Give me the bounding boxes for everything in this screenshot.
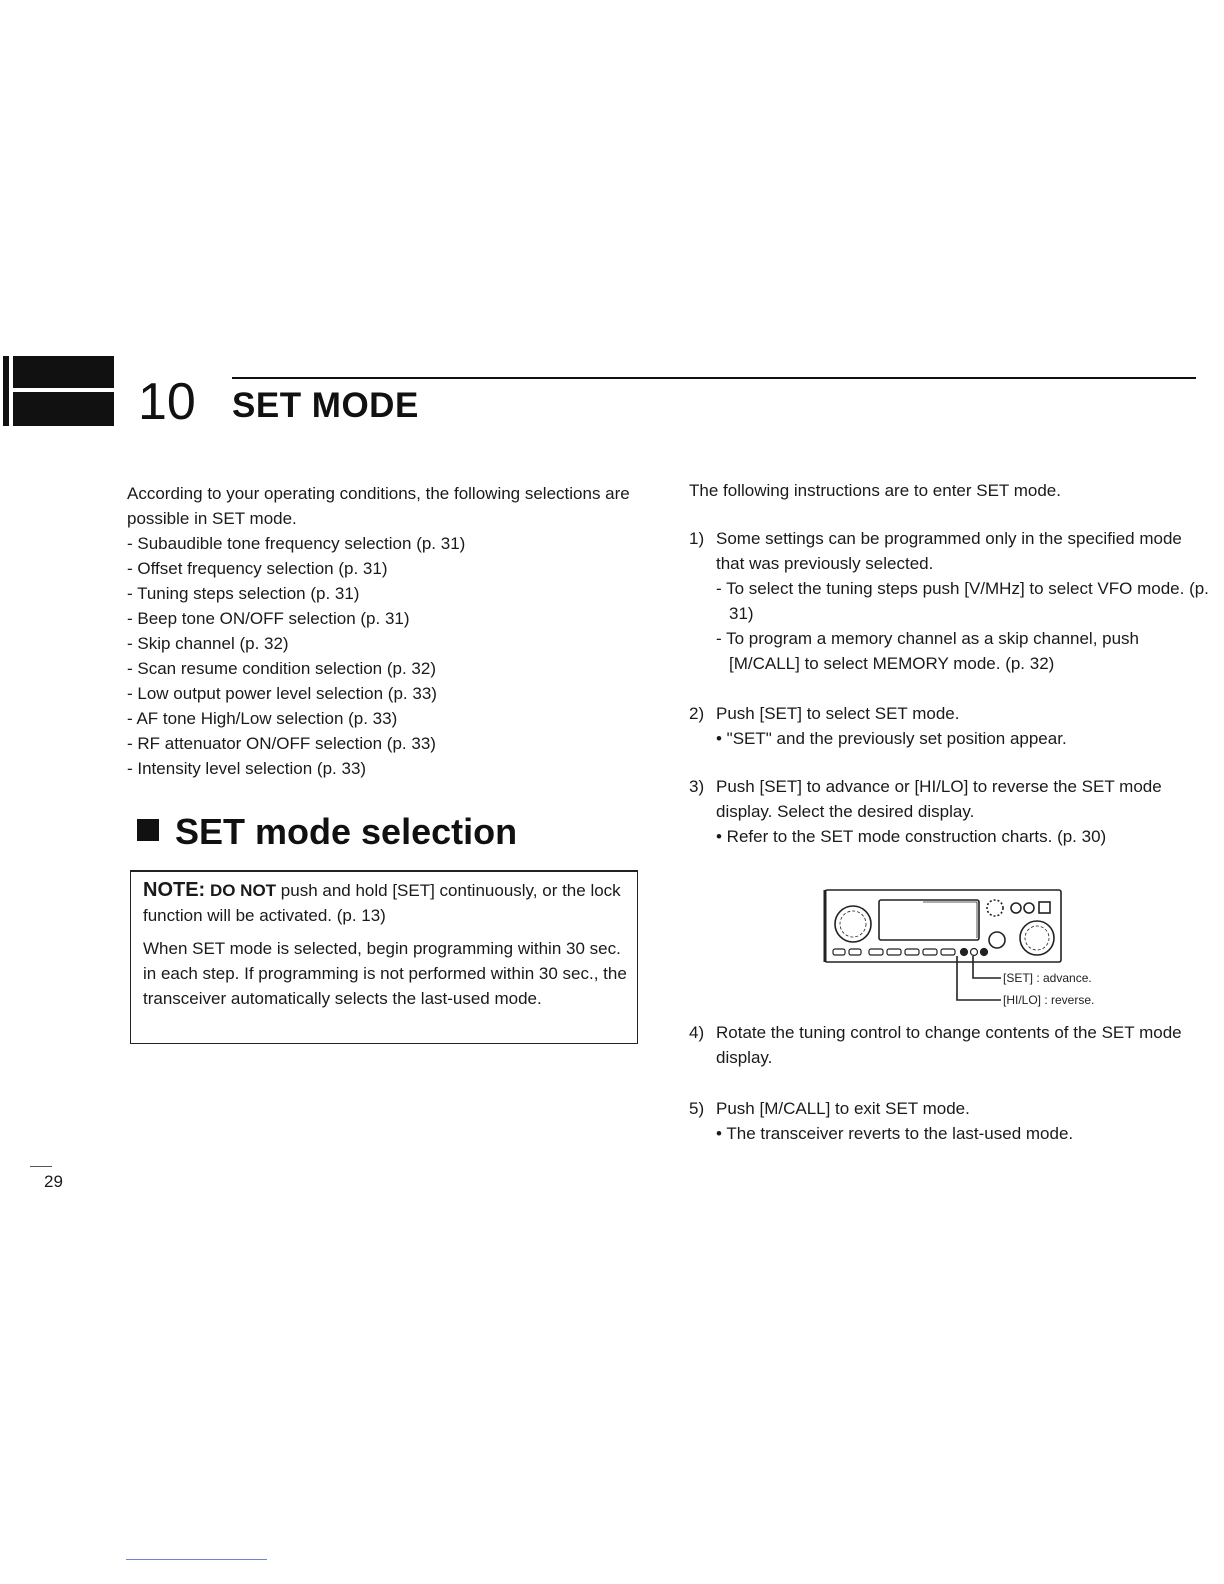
- button-round-icon: [1024, 903, 1034, 913]
- note-box: [130, 870, 638, 1044]
- step-1: [689, 526, 1209, 676]
- list-item: - Skip channel (p. 32): [127, 634, 289, 653]
- small-knob-icon: [989, 932, 1005, 948]
- list-item: - Offset frequency selection (p. 31): [127, 559, 388, 578]
- step-sub: - To program a memory channel as a skip channel, push [M/CALL] to select MEMORY mode. (p. 32): [716, 629, 1140, 673]
- step-number: 4): [689, 1023, 705, 1042]
- step-text: Some settings can be programmed only in the specified mode that was previously selected.: [716, 529, 1182, 573]
- chapter-tab-mark-thin: [3, 356, 9, 426]
- instructions-column: [689, 478, 1209, 1146]
- section-heading: [137, 811, 518, 852]
- set-leader-line: [973, 956, 1001, 978]
- set-label: [SET] : advance.: [1003, 971, 1092, 985]
- section-title: SET mode selection: [175, 811, 518, 852]
- step-number: 3): [689, 777, 705, 796]
- note-emphasis: DO NOT: [209, 881, 277, 900]
- list-item: - Tuning steps selection (p. 31): [127, 584, 360, 603]
- indicator-icon: [987, 900, 1003, 916]
- list-item: - Low output power level selection (p. 33): [127, 684, 437, 703]
- list-item: - Subaudible tone frequency selection (p. 31): [127, 534, 466, 553]
- selection-list: [127, 531, 642, 781]
- intro-column: [127, 481, 642, 781]
- chapter-number: 10: [138, 373, 196, 431]
- header-rule: [232, 377, 1196, 379]
- list-item: - Intensity level selection (p. 33): [127, 759, 367, 778]
- step-text: Push [SET] to select SET mode.: [716, 704, 960, 723]
- bottom-rule: [126, 1559, 267, 1560]
- note-paragraph-2: When SET mode is selected, begin programming within 30 sec. in each step. If programming is not performed within 30 sec., the transceiver automatically selects the last-used mode.: [143, 939, 627, 1008]
- step-text: Push [M/CALL] to exit SET mode.: [716, 1099, 970, 1118]
- note-label: NOTE:: [143, 879, 206, 901]
- step-sub: • Refer to the SET mode construction charts. (p. 30): [716, 827, 1107, 846]
- button-round-icon: [1011, 903, 1021, 913]
- step-number: 5): [689, 1099, 705, 1118]
- step-3: [689, 774, 1209, 849]
- note-text-1: push and hold [SET] continuously, or the lock function will be activated. (p. 13): [143, 881, 621, 925]
- page-number: 29: [44, 1172, 63, 1191]
- step-2: [689, 701, 1209, 751]
- chapter-tab-notch: [13, 388, 114, 392]
- hilo-label: [HI/LO] : reverse.: [1003, 993, 1095, 1007]
- list-item: - Beep tone ON/OFF selection (p. 31): [127, 609, 410, 628]
- display-window: [879, 900, 979, 940]
- chapter-title: SET MODE: [232, 386, 419, 425]
- step-number: 1): [689, 529, 705, 548]
- note-paragraph-1: [143, 878, 627, 928]
- step-number: 2): [689, 704, 705, 723]
- list-item: - RF attenuator ON/OFF selection (p. 33): [127, 734, 436, 753]
- step-sub: - To select the tuning steps push [V/MHz] to select VFO mode. (p. 31): [716, 579, 1209, 623]
- step-text: Push [SET] to advance or [HI/LO] to reverse the SET mode display. Select the desired display.: [716, 777, 1162, 821]
- instructions-intro: The following instructions are to enter SET mode.: [689, 481, 1061, 500]
- step-5: [689, 1096, 1209, 1146]
- list-item: - Scan resume condition selection (p. 32): [127, 659, 436, 678]
- button-square-icon: [1039, 902, 1050, 913]
- list-item: - AF tone High/Low selection (p. 33): [127, 709, 398, 728]
- step-sub: • The transceiver reverts to the last-used mode.: [716, 1124, 1074, 1143]
- intro-text: According to your operating conditions, the following selections are possible in SET mode.: [127, 484, 630, 528]
- step-4: [689, 1020, 1209, 1070]
- section-bullet-icon: [137, 819, 159, 841]
- step-text: Rotate the tuning control to change contents of the SET mode display.: [716, 1023, 1182, 1067]
- page-number-tick: [30, 1166, 52, 1167]
- step-sub: • "SET" and the previously set position appear.: [716, 729, 1067, 748]
- front-panel-illustration: [823, 886, 1123, 1012]
